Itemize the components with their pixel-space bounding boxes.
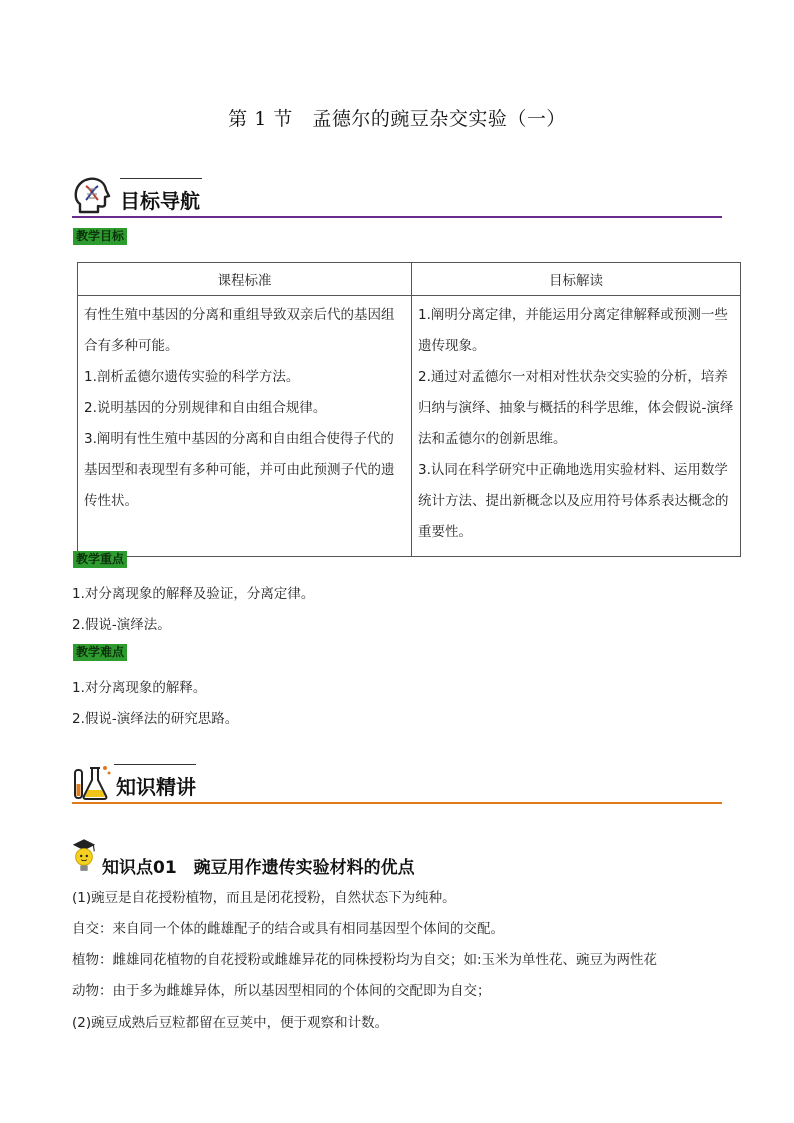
section-title: 目标导航 — [120, 189, 200, 213]
knowledge-line: 自交：来自同一个体的雌雄配子的结合或具有相同基因型个体间的交配。 — [72, 921, 504, 937]
heading-top-rule — [120, 178, 202, 179]
knowledge-line: 动物：由于多为雌雄异体，所以基因型相同的个体间的交配即为自交； — [72, 983, 491, 999]
lightbulb-scholar-icon — [70, 837, 98, 875]
tag-teaching-goal: 教学目标 — [73, 228, 127, 245]
section-underline — [72, 802, 722, 804]
page-title: 第 1 节 孟德尔的豌豆杂交实验（一） — [228, 108, 566, 130]
knowledge-line: 植物：雌雄同花植物的自花授粉或雌雄异花的同株授粉均为自交；如:玉米为单性花、豌豆为两性花 — [72, 952, 658, 968]
section-heading-knowledge — [72, 762, 722, 804]
standard-item: 2.说明基因的分别规律和自由组合规律。 — [84, 400, 327, 416]
tag-difficulty: 教学难点 — [73, 644, 127, 661]
standard-item: 有性生殖中基因的分离和重组导致双亲后代的基因组合有多种可能。 — [84, 307, 395, 354]
goal-table — [77, 262, 741, 557]
goal-interpretation-cell — [412, 296, 741, 557]
section-underline — [72, 216, 722, 218]
heading-top-rule — [114, 764, 196, 765]
standard-item: 3.阐明有性生殖中基因的分离和自由组合使得子代的基因型和表现型有多种可能，并可由此预测子代的遗传性状。 — [84, 431, 395, 509]
header-goal-interpretation: 目标解读 — [412, 263, 741, 296]
key-point-item: 2.假说-演绎法。 — [72, 617, 171, 633]
interpretation-item: 2.通过对孟德尔一对相对性状杂交实验的分析，培养归纳与演绎、抽象与概括的科学思维，体会假说-演绎法和孟德尔的创新思维。 — [418, 369, 734, 447]
interpretation-item: 3.认同在科学研究中正确地选用实验材料、运用数学统计方法、提出新概念以及应用符号体系表达概念的重要性。 — [418, 462, 729, 540]
knowledge-point-title: 知识点01 豌豆用作遗传实验材料的优点 — [102, 858, 415, 878]
difficulty-item: 1.对分离现象的解释。 — [72, 680, 207, 696]
standard-item: 1.剖析孟德尔遗传实验的科学方法。 — [84, 369, 300, 385]
header-curriculum-standard: 课程标准 — [78, 263, 412, 296]
table-row — [78, 296, 741, 557]
key-point-item: 1.对分离现象的解释及验证，分离定律。 — [72, 586, 315, 602]
table-header-row — [78, 263, 741, 296]
knowledge-line: (1)豌豆是自花授粉植物，而且是闭花授粉，自然状态下为纯种。 — [72, 890, 456, 906]
interpretation-item: 1.阐明分离定律，并能运用分离定律解释或预测一些遗传现象。 — [418, 307, 728, 354]
curriculum-standard-cell — [78, 296, 412, 557]
difficulty-item: 2.假说-演绎法的研究思路。 — [72, 711, 239, 727]
knowledge-line: (2)豌豆成熟后豆粒都留在豆荚中，便于观察和计数。 — [72, 1015, 389, 1031]
tag-key-point: 教学重点 — [73, 551, 127, 568]
head-dna-icon — [72, 176, 112, 216]
section-title: 知识精讲 — [116, 775, 196, 799]
section-heading-goals — [72, 176, 722, 218]
flask-icon — [72, 762, 112, 802]
